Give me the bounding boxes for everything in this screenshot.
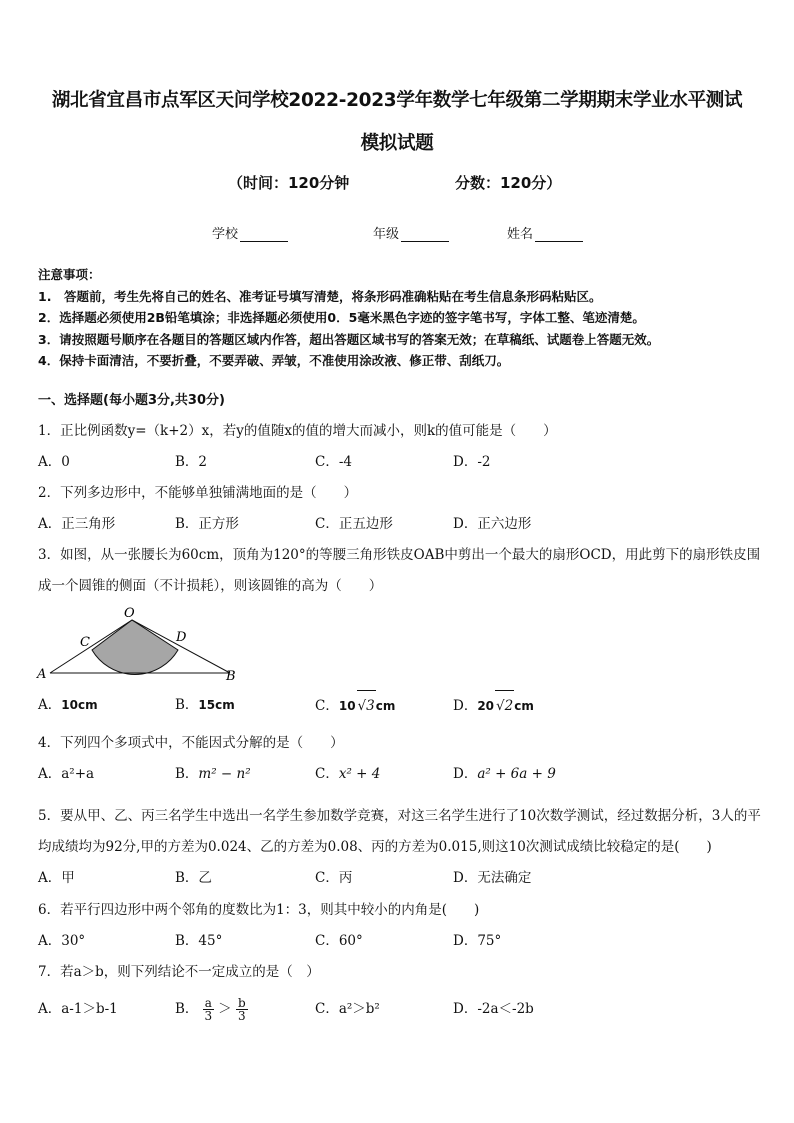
- option-a[interactable]: A．正三角形: [38, 516, 116, 532]
- question-2: [38, 478, 762, 540]
- note-item: 2．选择题必须使用2B铅笔填涂；非选择题必须使用0．5毫米黑色字迹的签字笔书写，字体工整、笔迹清楚。: [38, 310, 645, 325]
- question-stem: 7．若a＞b，则下列结论不一定成立的是（ ）: [38, 964, 320, 980]
- option-c[interactable]: C．正五边形: [315, 516, 393, 532]
- option-b[interactable]: B．2: [175, 454, 208, 470]
- question-stem: 6．若平行四边形中两个邻角的度数比为1：3，则其中较小的内角是( ): [38, 902, 480, 918]
- options: [38, 988, 762, 1032]
- option-b[interactable]: B．m² − n²: [175, 766, 251, 782]
- question-stem: 1．正比例函数y=（k+2）x，若y的值随x的值的增大而减小，则k的值可能是（ ）: [38, 423, 557, 439]
- options: [38, 509, 762, 540]
- option-b[interactable]: B．15cm: [175, 697, 235, 713]
- option-d[interactable]: D．75°: [453, 933, 502, 949]
- option-c[interactable]: C．60°: [315, 933, 363, 949]
- question-stem: 4．下列四个多项式中，不能因式分解的是（ ）: [38, 735, 344, 751]
- options: [38, 759, 762, 790]
- sqrt-sign: √2: [495, 690, 514, 722]
- option-d[interactable]: D．-2a＜-2b: [453, 1001, 534, 1017]
- name-field[interactable]: [507, 223, 583, 242]
- fraction-a-over-3: $\frac{a}{3}$: [204, 996, 213, 1023]
- notes-heading: 注意事项：: [38, 267, 101, 282]
- option-c[interactable]: C．丙: [315, 870, 353, 886]
- question-stem: 3．如图，从一张腰长为60cm，顶角为120°的等腰三角形铁皮OAB中剪出一个最大的扇形OCD，用此剪下的扇形铁皮围成一个圆锥的侧面（不计损耗），则该圆锥的高为（ ）: [38, 547, 761, 594]
- options: [38, 690, 762, 721]
- options: [38, 926, 762, 957]
- school-field[interactable]: [212, 223, 288, 242]
- school-label: 学校: [212, 227, 239, 242]
- options: [38, 863, 762, 894]
- notes-block: [38, 264, 768, 372]
- question-stem: 2．下列多边形中，不能够单独铺满地面的是（ ）: [38, 485, 358, 501]
- label-b: B: [226, 669, 236, 684]
- label-a: A: [37, 667, 47, 682]
- option-b[interactable]: B．正方形: [175, 516, 239, 532]
- time-limit: （时间：120分钟: [228, 174, 350, 192]
- sector-ocd: [92, 620, 178, 674]
- exam-title-line2: 模拟试题: [360, 133, 434, 154]
- option-b[interactable]: B．乙: [175, 870, 212, 886]
- note-item: 3．请按照题号顺序在各题目的答题区域内作答，超出答题区域书写的答案无效；在草稿纸、试题卷上答题无效。: [38, 331, 660, 347]
- question-3-options: [38, 690, 762, 721]
- question-1: [38, 416, 762, 478]
- label-c: C: [80, 635, 90, 650]
- sqrt-sign: √3: [357, 690, 376, 722]
- option-c[interactable]: C．x² + 4: [315, 766, 381, 782]
- option-c[interactable]: C．-4: [315, 454, 352, 470]
- option-a[interactable]: A．a²+a: [38, 766, 95, 782]
- question-4: [38, 728, 762, 790]
- option-d[interactable]: D．-2: [453, 454, 491, 470]
- question-3: [38, 540, 762, 602]
- total-score: 分数：120分）: [455, 174, 562, 192]
- sector-figure: [36, 606, 236, 690]
- option-d[interactable]: D．20 √2cm: [453, 690, 534, 722]
- option-d[interactable]: D．无法确定: [453, 870, 532, 886]
- question-6: [38, 895, 762, 957]
- sector-diagram: [36, 606, 236, 686]
- option-a[interactable]: A．a-1＞b-1: [38, 1001, 118, 1017]
- option-b[interactable]: B．45°: [175, 933, 223, 949]
- option-b[interactable]: B． $\frac{a}{3}$ ＞ $\frac{b}{3}$: [175, 996, 246, 1023]
- question-7: [38, 957, 762, 1032]
- question-stem: 5．要从甲、乙、丙三名学生中选出一名学生参加数学竞赛，对这三名学生进行了10次数学测试，经过数据分析，3人的平均成绩均为92分,甲的方差为0.024、乙的方差为0.08、丙的方差为0.015,则这10次测试成绩比较稳定的是( ): [38, 808, 761, 855]
- option-a[interactable]: A．0: [38, 454, 70, 470]
- section-heading: 一、选择题(每小题3分,共30分): [38, 393, 225, 408]
- fraction-b-over-3: $\frac{b}{3}$: [237, 996, 246, 1023]
- option-a[interactable]: A．30°: [38, 933, 86, 949]
- label-o: O: [124, 606, 135, 621]
- note-item: 4．保持卡面清洁，不要折叠，不要弄破、弄皱，不准使用涂改液、修正带、刮纸刀。: [38, 353, 510, 368]
- option-d[interactable]: D．正六边形: [453, 516, 532, 532]
- exam-title-line1: 湖北省宜昌市点军区天问学校2022-2023学年数学七年级第二学期期末学业水平测试: [51, 90, 743, 111]
- grade-label: 年级: [373, 227, 400, 242]
- label-d: D: [176, 630, 187, 645]
- option-c[interactable]: C．a²＞b²: [315, 1001, 380, 1017]
- name-label: 姓名: [507, 227, 534, 242]
- grade-field[interactable]: [373, 223, 449, 242]
- option-c[interactable]: C．10 √3cm: [315, 690, 395, 722]
- option-a[interactable]: A．10cm: [38, 697, 98, 713]
- options: [38, 447, 762, 478]
- note-item: 1. 答题前，考生先将自己的姓名、准考证号填写清楚，将条形码准确粘贴在考生信息条形码粘贴区。: [38, 288, 602, 304]
- option-d[interactable]: D．a² + 6a + 9: [453, 766, 556, 782]
- question-5: [38, 801, 762, 894]
- option-a[interactable]: A．甲: [38, 870, 75, 886]
